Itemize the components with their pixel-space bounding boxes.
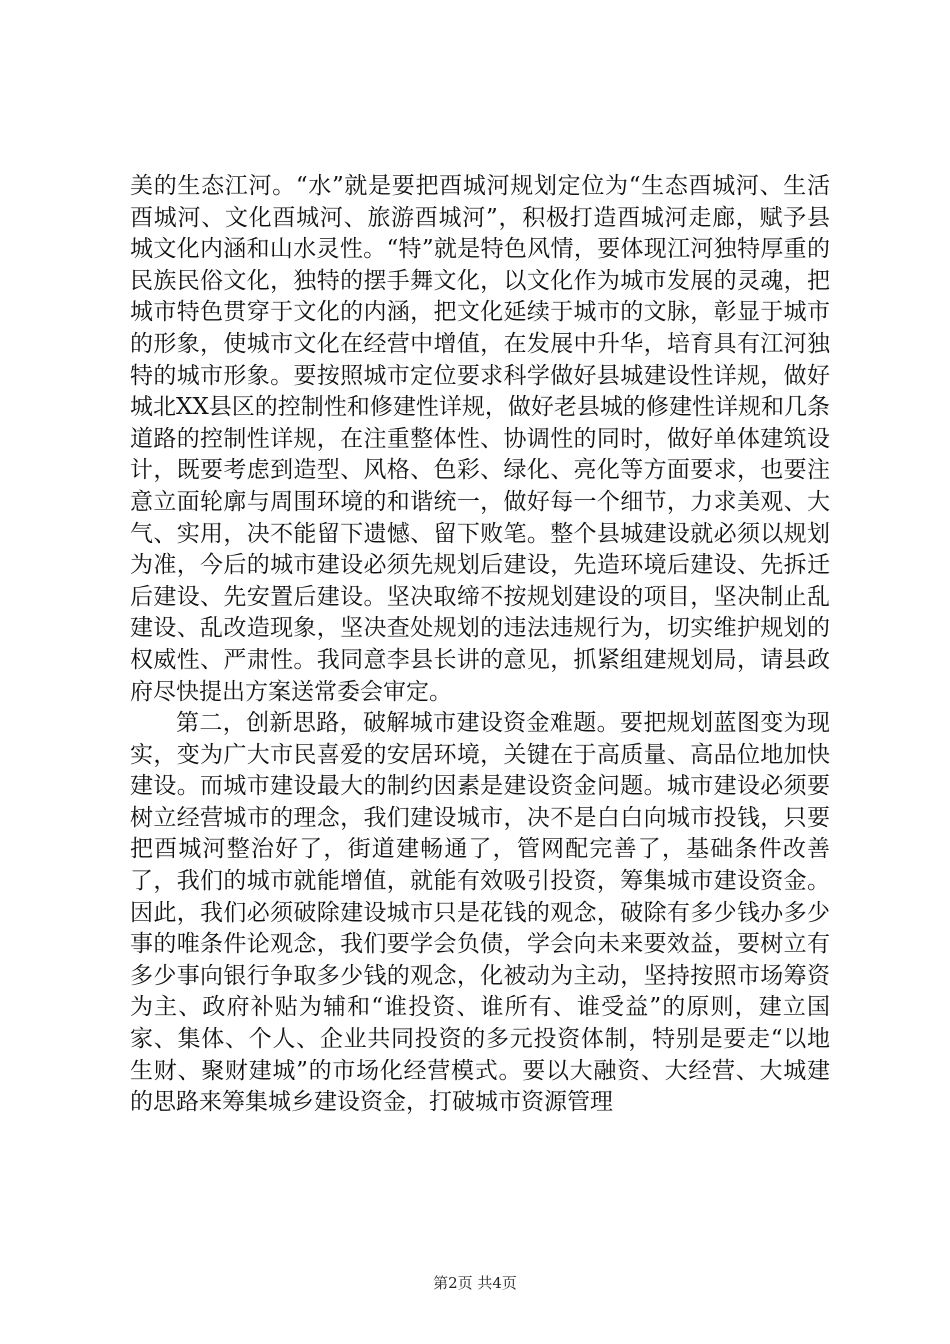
document-body xyxy=(130,171,830,1119)
page-number-footer: 第2页 共4页 xyxy=(433,1274,517,1292)
paragraph-continued: 美的生态江河。“水”就是要把酉城河规划定位为“生态酉城河、生活酉城河、文化酉城河、旅游酉城河”，积极打造酉城河走廊，赋予县城文化内涵和山水灵性。“特”就是特色风情，要体现江河独特厚重的民族民俗文化，独特的摆手舞文化，以文化作为城市发展的灵魂，把城市特色贯穿于文化的内涵，把文化延续于城市的文脉，彰显于城市的形象，使城市文化在经营中增值，在发展中升华，培育具有江河独特的城市形象。要按照城市定位要求科学做好县城建设性详规，做好城北XX县区的控制性和修建性详规，做好老县城的修建性详规和几条道路的控制性详规，在注重整体性、协调性的同时，做好单体建筑设计，既要考虑到造型、风格、色彩、绿化、亮化等方面要求，也要注意立面轮廓与周围环境的和谐统一，做好每一个细节，力求美观、大气、实用，决不能留下遗憾、留下败笔。整个县城建设就必须以规划为准，今后的城市建设必须先规划后建设，先造环境后建设、先拆迁后建设、先安置后建设。坚决取缔不按规划建设的项目，坚决制止乱建设、乱改造现象，坚决查处规划的违法违规行为，切实维护规划的权威性、严肃性。我同意李县长讲的意见，抓紧组建规划局，请县政府尽快提出方案送常委会审定。 xyxy=(130,173,830,705)
paragraph-second-point: 第二，创新思路，破解城市建设资金难题。要把规划蓝图变为现实，变为广大市民喜爱的安居环境，关键在于高质量、高品位地加快建设。而城市建设最大的制约因素是建设资金问题。城市建设必须要树立经营城市的理念，我们建设城市，决不是白白向城市投钱，只要把酉城河整治好了，街道建畅通了，管网配完善了，基础条件改善了，我们的城市就能增值，就能有效吸引投资，筹集城市建设资金。因此，我们必须破除建设城市只是花钱的观念，破除有多少钱办多少事的唯条件论观念，我们要学会负债，学会向未来要效益，要树立有多少事向银行争取多少钱的观念，化被动为主动，坚持按照市场筹资为主、政府补贴为辅和“谁投资、谁所有、谁受益”的原则，建立国家、集体、个人、企业共同投资的多元投资体制，特别是要走“以地生财、聚财建城”的市场化经营模式。要以大融资、大经营、大城建的思路来筹集城乡建设资金，打破城市资源管理 xyxy=(130,710,830,1116)
